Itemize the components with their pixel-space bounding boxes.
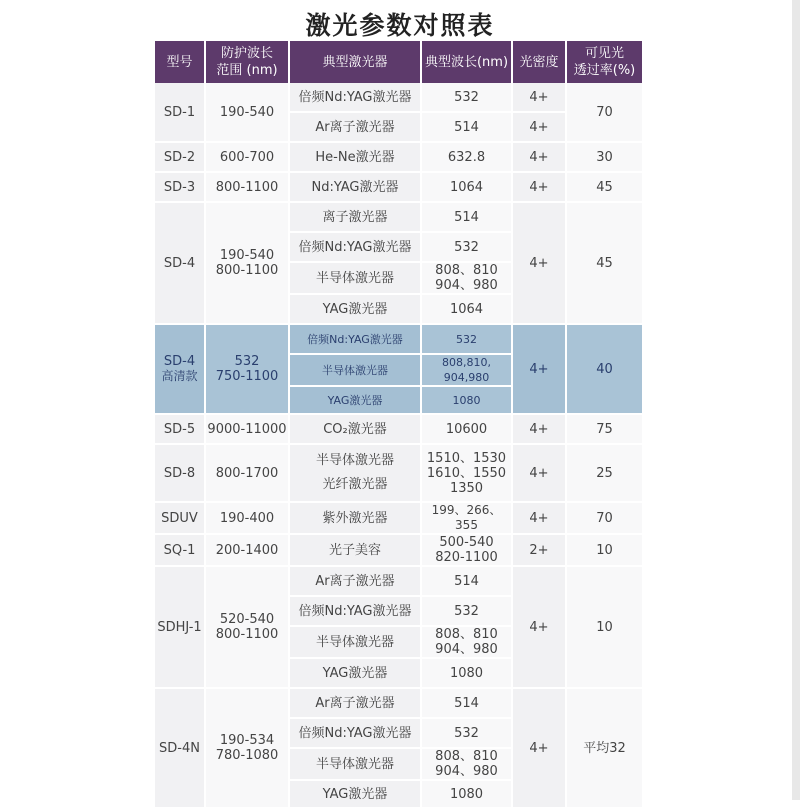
table-row [155,689,642,719]
laser-cell: Ar离子激光器 [290,567,422,597]
wavelength-cell: 532 [422,719,513,749]
model-cell: SD-8 [155,445,206,503]
wavelength-cell: 1064 [422,295,513,325]
range-cell: 520-540 800-1100 [206,567,290,689]
wavelength-cell: 514 [422,113,513,143]
vlt-cell: 70 [567,83,642,143]
range-cell: 190-540 800-1100 [206,203,290,325]
od-cell: 4+ [513,83,567,113]
od-cell: 4+ [513,567,567,689]
laser-cell: He-Ne激光器 [290,143,422,173]
wavelength-cell: 532 [422,233,513,263]
vlt-cell: 30 [567,143,642,173]
vlt-cell: 10 [567,535,642,567]
wavelength-cell: 514 [422,689,513,719]
wavelength-cell: 514 [422,567,513,597]
table-row [155,203,642,233]
laser-cell: YAG激光器 [290,781,422,809]
range-cell: 800-1700 [206,445,290,503]
od-cell: 4+ [513,113,567,143]
laser-cell: 紫外激光器 [290,503,422,535]
table-row [155,173,642,203]
od-cell: 4+ [513,689,567,809]
table-row [155,567,642,597]
laser-cell: 光子美容 [290,535,422,567]
laser-cell: 半导体激光器 光纤激光器 [290,445,422,503]
laser-cell: 倍频Nd:YAG激光器 [290,597,422,627]
header-range: 防护波长 范围 (nm) [206,41,290,83]
table-body [155,83,642,809]
laser-cell: 半导体激光器 [290,749,422,781]
range-cell: 190-540 [206,83,290,143]
wavelength-cell: 808、810 904、980 [422,263,513,295]
wavelength-cell: 199、266、355 [422,503,513,535]
laser-cell: 倍频Nd:YAG激光器 [290,719,422,749]
page-title: 激光参数对照表 [305,11,495,40]
laser-cell: 倍频Nd:YAG激光器 [290,83,422,113]
right-edge-strip [792,0,800,800]
wavelength-cell: 10600 [422,415,513,445]
laser-cell: 半导体激光器 [290,627,422,659]
table-row [155,415,642,445]
model-cell: SDUV [155,503,206,535]
laser-cell: Ar离子激光器 [290,113,422,143]
header-model: 型号 [155,41,206,83]
wavelength-cell: 808,810, 904,980 [422,355,513,387]
wavelength-cell: 500-540 820-1100 [422,535,513,567]
range-cell: 532 750-1100 [206,325,290,415]
wavelength-cell: 532 [422,325,513,355]
od-cell: 4+ [513,415,567,445]
vlt-cell: 平均32 [567,689,642,809]
header-vlt: 可见光 透过率(%) [567,41,642,83]
vlt-cell: 40 [567,325,642,415]
laser-cell: CO₂激光器 [290,415,422,445]
model-cell: SD-5 [155,415,206,445]
wavelength-cell: 632.8 [422,143,513,173]
wavelength-cell: 1080 [422,659,513,689]
range-cell: 190-400 [206,503,290,535]
vlt-cell: 10 [567,567,642,689]
model-cell: SD-2 [155,143,206,173]
laser-cell: YAG激光器 [290,659,422,689]
wavelength-cell: 808、810 904、980 [422,749,513,781]
vlt-cell: 25 [567,445,642,503]
wavelength-cell: 1064 [422,173,513,203]
model-cell: SDHJ-1 [155,567,206,689]
laser-cell: 离子激光器 [290,203,422,233]
od-cell: 4+ [513,445,567,503]
wavelength-cell: 532 [422,597,513,627]
laser-cell: Nd:YAG激光器 [290,173,422,203]
laser-cell: 半导体激光器 [290,355,422,387]
vlt-cell: 75 [567,415,642,445]
header-wavelength: 典型波长(nm) [422,41,513,83]
wavelength-cell: 1080 [422,387,513,415]
laser-cell: YAG激光器 [290,295,422,325]
model-cell: SD-4N [155,689,206,809]
laser-cell: 倍频Nd:YAG激光器 [290,233,422,263]
header-laser: 典型激光器 [290,41,422,83]
od-cell: 4+ [513,203,567,325]
model-cell: SD-4 [155,203,206,325]
laser-cell: 倍频Nd:YAG激光器 [290,325,422,355]
table-row [155,535,642,567]
laser-cell: YAG激光器 [290,387,422,415]
table-row [155,143,642,173]
model-cell: SQ-1 [155,535,206,567]
model-cell: SD-1 [155,83,206,143]
laser-cell: 半导体激光器 [290,263,422,295]
model-cell: SD-3 [155,173,206,203]
table-header-row [155,41,642,83]
od-cell: 4+ [513,143,567,173]
range-cell: 9000-11000 [206,415,290,445]
laser-parameter-table [155,41,642,809]
wavelength-cell: 808、810 904、980 [422,627,513,659]
header-od: 光密度 [513,41,567,83]
table-row [155,83,642,113]
table-row-highlighted [155,325,642,355]
wavelength-cell: 514 [422,203,513,233]
od-cell: 4+ [513,325,567,415]
laser-cell: Ar离子激光器 [290,689,422,719]
range-cell: 800-1100 [206,173,290,203]
range-cell: 190-534 780-1080 [206,689,290,809]
wavelength-cell: 1080 [422,781,513,809]
vlt-cell: 70 [567,503,642,535]
vlt-cell: 45 [567,203,642,325]
table-row [155,445,642,503]
range-cell: 600-700 [206,143,290,173]
vlt-cell: 45 [567,173,642,203]
model-cell: SD-4 高清款 [155,325,206,415]
table-row [155,503,642,535]
wavelength-cell: 1510、1530 1610、1550 1350 [422,445,513,503]
range-cell: 200-1400 [206,535,290,567]
od-cell: 2+ [513,535,567,567]
od-cell: 4+ [513,173,567,203]
wavelength-cell: 532 [422,83,513,113]
od-cell: 4+ [513,503,567,535]
